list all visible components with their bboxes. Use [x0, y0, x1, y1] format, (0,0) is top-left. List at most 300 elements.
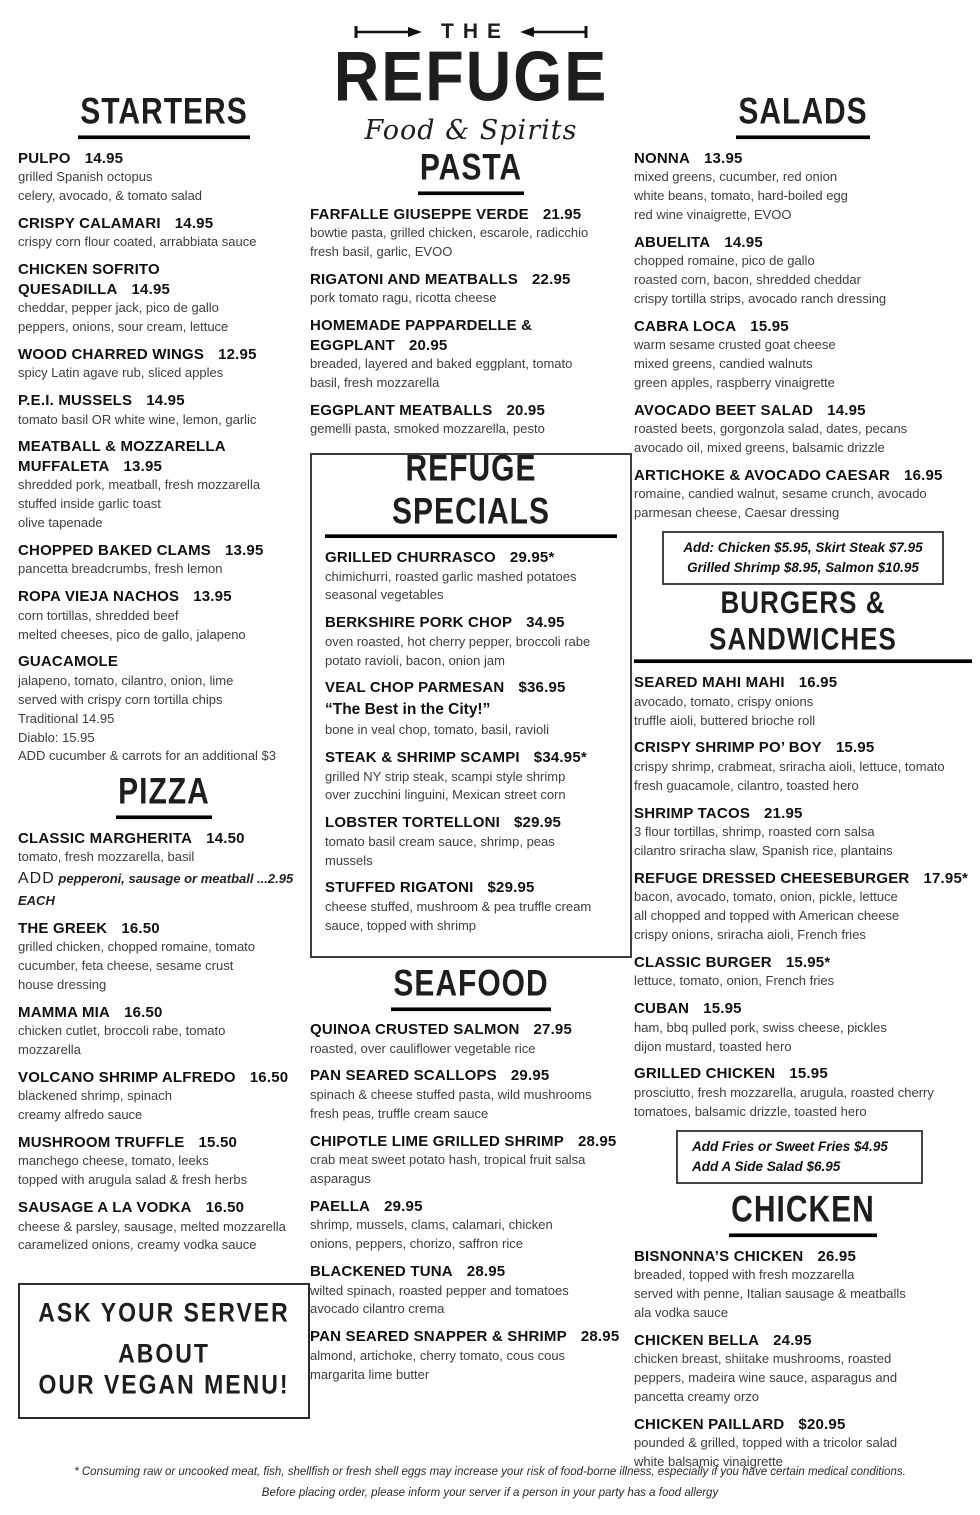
item-desc-line: crab meat sweet potato hash, tropical fruit salsa — [310, 1152, 586, 1168]
item-name: PAN SEARED SNAPPER & SHRIMP — [310, 1328, 567, 1346]
item-title-line — [18, 652, 310, 672]
menu-item — [310, 1327, 632, 1384]
item-price: 28.95 — [466, 1263, 506, 1280]
item-name: CLASSIC MARGHERITA — [18, 829, 193, 847]
menu-item — [634, 953, 972, 991]
item-desc-line: asparagus — [310, 1170, 371, 1186]
item-desc-line: melted cheeses, pico de gallo, jalapeno — [18, 626, 246, 642]
item-name: MUSHROOM TRUFFLE — [18, 1133, 185, 1151]
item-desc-line: Diablo: 15.95 — [18, 729, 95, 745]
item-price: $20.95 — [798, 1415, 846, 1433]
item-desc-line: green apples, raspberry vinaigrette — [634, 374, 835, 390]
menu-item — [634, 1064, 972, 1121]
item-price: 16.95 — [798, 674, 838, 692]
add-note-prefix: ADD — [18, 870, 55, 888]
item-title-line — [18, 919, 310, 939]
item-title-line — [325, 813, 617, 833]
item-title-line — [310, 1066, 632, 1086]
section-chicken — [634, 1189, 972, 1472]
menu-item — [18, 437, 310, 533]
menu-item — [634, 401, 972, 458]
item-desc-line: pancetta creamy orzo — [634, 1388, 760, 1404]
item-title-line — [18, 829, 310, 849]
item-desc-line: cucumber, feta cheese, sesame crust — [18, 957, 234, 973]
menu-item — [310, 205, 632, 262]
item-price: 28.95 — [577, 1132, 617, 1150]
item-name: HOMEMADE PAPPARDELLE & EGGPLANT — [310, 317, 533, 354]
item-name: CHICKEN PAILLARD — [634, 1415, 785, 1433]
menu-item — [634, 466, 972, 523]
item-name: ARTICHOKE & AVOCADO CAESAR — [634, 466, 891, 484]
item-title-line — [310, 1327, 632, 1347]
item-desc-line: roasted, over cauliflower vegetable rice — [310, 1040, 536, 1056]
item-desc-line: celery, avocado, & tomato salad — [18, 187, 203, 203]
item-title-line — [310, 316, 632, 355]
menu-item — [325, 678, 617, 740]
note-box — [662, 531, 944, 586]
menu-item — [325, 878, 617, 935]
menu-item — [18, 391, 310, 429]
item-desc-line: tomato, fresh mozzarella, basil — [18, 849, 195, 865]
item-name: CLASSIC BURGER — [634, 953, 772, 971]
menu-item — [634, 317, 972, 393]
section-starters — [18, 91, 310, 766]
menu-item — [634, 999, 972, 1056]
item-name: QUINOA CRUSTED SALMON — [310, 1021, 520, 1039]
item-desc-line: cilantro sriracha slaw, Spanish rice, plantains — [634, 842, 893, 858]
item-title-line — [18, 541, 310, 561]
item-desc-line: onions, peppers, chorizo, saffron rice — [310, 1236, 523, 1252]
item-title-line — [18, 1133, 310, 1153]
item-price: 16.50 — [205, 1199, 245, 1217]
item-title-line — [634, 1331, 972, 1351]
item-desc-line: house dressing — [18, 976, 107, 992]
item-title-line — [310, 401, 632, 421]
menu-item — [634, 1247, 972, 1323]
menu-item — [18, 829, 310, 911]
item-desc-line: all chopped and topped with American cheese — [634, 908, 900, 924]
item-desc-line: spinach & cheese stuffed pasta, wild mushrooms — [310, 1086, 592, 1102]
item-title-line — [634, 1415, 972, 1435]
item-price: 14.95 — [724, 233, 763, 251]
item-desc-line: mussels — [325, 852, 373, 868]
item-title-line — [18, 345, 310, 365]
item-desc-line: Traditional 14.95 — [18, 710, 115, 726]
item-price: 22.95 — [532, 270, 571, 288]
item-desc-line: tomato basil cream sauce, shrimp, peas — [325, 833, 555, 849]
item-name: STEAK & SHRIMP SCAMPI — [325, 749, 520, 767]
item-name: MEATBALL & MOZZARELLA MUFFALETA — [18, 438, 226, 475]
item-desc-line: served with penne, Italian sausage & meatballs — [634, 1285, 906, 1301]
section-pasta — [310, 147, 632, 439]
footer-line-1: * Consuming raw or uncooked meat, fish, shellfish or fresh shell eggs may increase your risk of food-borne illness, especially if you have certain medical conditions. — [74, 1466, 906, 1478]
column-left — [18, 91, 310, 1419]
item-title-line — [325, 878, 617, 898]
item-quote: “The Best in the City!” — [325, 700, 491, 718]
item-title-line — [634, 953, 972, 973]
section-title-text: SEAFOOD — [391, 963, 550, 1010]
item-desc-line: bowtie pasta, grilled chicken, escarole, radicchio — [310, 225, 589, 240]
item-name: BISNONNA’S CHICKEN — [634, 1247, 804, 1265]
item-desc-line: corn tortillas, shredded beef — [18, 607, 179, 623]
item-desc-line: warm sesame crusted goat cheese — [634, 337, 836, 353]
item-desc-line: cheese & parsley, sausage, melted mozzarella — [18, 1218, 286, 1234]
menu-item — [18, 541, 310, 579]
item-desc-line: pounded & grilled, topped with a tricolor salad — [634, 1435, 898, 1451]
item-name: SHRIMP TACOS — [634, 804, 751, 822]
item-name: LOBSTER TORTELLONI — [325, 814, 500, 832]
item-title-line — [634, 233, 972, 253]
item-desc-line: gemelli pasta, smoked mozzarella, pesto — [310, 421, 545, 437]
item-desc-line: avocado oil, mixed greens, balsamic drizzle — [634, 439, 885, 455]
item-name: WOOD CHARRED WINGS — [18, 345, 205, 363]
item-desc-line: white beans, tomato, hard-boiled egg — [634, 187, 848, 203]
menu-item — [310, 401, 632, 439]
menu-item — [18, 345, 310, 383]
item-price: 20.95 — [408, 336, 448, 354]
item-desc-line: chimichurri, roasted garlic mashed potatoes — [325, 568, 577, 584]
item-title-line — [310, 1132, 632, 1152]
menu-item — [18, 1003, 310, 1060]
menu-item — [310, 1066, 632, 1123]
section-title — [310, 147, 632, 195]
item-desc-line: chicken breast, shiitake mushrooms, roasted — [634, 1351, 892, 1367]
section-title-text: PASTA — [418, 148, 524, 195]
item-title-line — [310, 270, 632, 290]
item-title-line — [310, 205, 632, 225]
item-name: PULPO — [18, 149, 71, 167]
item-price: 16.50 — [124, 1003, 163, 1021]
item-desc-line: chicken cutlet, broccoli rabe, tomato — [18, 1023, 226, 1039]
item-title-line — [634, 401, 972, 421]
menu-item — [634, 149, 972, 225]
item-name: CRISPY CALAMARI — [18, 214, 161, 232]
item-price: 13.95 — [193, 588, 232, 606]
section-title-text: CHICKEN — [729, 1190, 877, 1237]
item-desc-line: over zucchini linguini, Mexican street corn — [325, 787, 566, 803]
item-title-line — [325, 548, 617, 568]
menu-item — [634, 233, 972, 309]
item-price: $29.95 — [514, 814, 562, 832]
item-price: 21.95 — [764, 804, 803, 822]
item-title-line — [634, 149, 972, 169]
item-price: 14.50 — [206, 829, 245, 847]
item-desc-line: roasted corn, bacon, shredded cheddar — [634, 271, 861, 287]
item-desc-line: grilled chicken, chopped romaine, tomato — [18, 939, 256, 955]
item-price: 29.95* — [509, 549, 555, 567]
item-title-line — [310, 1197, 632, 1217]
section-title-text: REFUGE SPECIALS — [325, 449, 617, 538]
item-name: BLACKENED TUNA — [310, 1263, 453, 1280]
item-title-line — [634, 466, 972, 486]
item-desc-line: breaded, topped with fresh mozzarella — [634, 1267, 855, 1283]
section-title-text: STARTERS — [78, 92, 249, 139]
footer-disclaimer — [0, 1462, 980, 1503]
item-desc-line: creamy alfredo sauce — [18, 1107, 143, 1123]
item-name: GRILLED CHICKEN — [634, 1065, 776, 1083]
item-price: 15.95 — [789, 1065, 828, 1083]
item-desc-line: tomatoes, balsamic drizzle, toasted hero — [634, 1103, 867, 1119]
item-title-line — [18, 1068, 310, 1088]
item-desc-line: 3 flour tortillas, shrimp, roasted corn salsa — [634, 824, 875, 840]
item-desc-line: crispy onions, sriracha aioli, French fries — [634, 927, 866, 942]
item-name: CHICKEN SOFRITO QUESADILLA — [18, 261, 160, 298]
item-desc-line: mixed greens, cucumber, red onion — [634, 169, 838, 184]
item-name: ABUELITA — [634, 233, 711, 251]
item-price: 15.50 — [198, 1133, 238, 1151]
item-price: 16.50 — [249, 1068, 289, 1086]
logo-tagline: Food & Spirits — [364, 115, 578, 146]
note-box — [676, 1130, 923, 1185]
item-desc-line: bone in veal chop, tomato, basil, ravioli — [325, 722, 550, 738]
section-burgers-sandwiches — [634, 584, 972, 1184]
menu-item — [634, 1331, 972, 1407]
item-name: PAN SEARED SCALLOPS — [310, 1067, 497, 1085]
item-desc-line: blackened shrimp, spinach — [18, 1088, 172, 1104]
item-price: 29.95 — [510, 1067, 550, 1085]
column-center — [310, 6, 632, 1398]
item-name: GRILLED CHURRASCO — [325, 549, 496, 567]
column-right — [634, 91, 972, 1486]
item-title-line — [18, 437, 310, 476]
item-desc-line: dijon mustard, toasted hero — [634, 1038, 792, 1054]
menu-item — [18, 1068, 310, 1125]
menu-item — [325, 748, 617, 805]
item-price: $29.95 — [487, 879, 535, 897]
item-name: CHIPOTLE LIME GRILLED SHRIMP — [310, 1132, 564, 1150]
item-price: 27.95 — [533, 1021, 573, 1039]
item-desc-line: tomato basil OR white wine, lemon, garlic — [18, 411, 257, 427]
item-title-line — [634, 999, 972, 1019]
item-title-line — [634, 804, 972, 824]
item-price: 14.95 — [131, 280, 171, 298]
item-name: GUACAMOLE — [18, 653, 119, 671]
menu-item — [310, 1132, 632, 1189]
menu-item — [634, 673, 972, 730]
item-price: 16.95 — [904, 466, 943, 484]
item-desc-line: olive tapenade — [18, 515, 103, 531]
section-title — [310, 963, 632, 1011]
item-name: FARFALLE GIUSEPPE VERDE — [310, 205, 529, 223]
logo-the: THE — [441, 20, 510, 43]
item-price: $36.95 — [518, 679, 566, 697]
item-desc-line: peppers, madeira wine sauce, asparagus and — [634, 1369, 898, 1385]
menu-item — [310, 1197, 632, 1254]
item-desc-line: bacon, avocado, tomato, onion, pickle, lettuce — [634, 889, 898, 905]
item-name: BERKSHIRE PORK CHOP — [325, 614, 513, 632]
section-salads — [634, 91, 972, 585]
item-desc-line: crispy tortilla strips, avocado ranch dressing — [634, 290, 887, 306]
menu-item — [18, 652, 310, 766]
menu-item — [18, 1133, 310, 1190]
item-desc-line: roasted beets, gorgonzola salad, dates, pecans — [634, 421, 908, 437]
item-name: STUFFED RIGATONI — [325, 879, 474, 897]
item-price: $34.95* — [533, 749, 587, 767]
item-title-line — [325, 613, 617, 633]
item-price: 24.95 — [773, 1331, 812, 1349]
item-name: CUBAN — [634, 1000, 690, 1018]
item-desc-line: seasonal vegetables — [325, 587, 444, 603]
item-desc-line: oven roasted, hot cherry pepper, broccoli rabe — [325, 633, 591, 649]
item-title-line — [325, 678, 617, 698]
menu-item — [18, 1198, 310, 1255]
item-price: 13.95 — [123, 457, 163, 475]
item-desc-line: topped with arugula salad & fresh herbs — [18, 1172, 248, 1188]
section-title-text: BURGERS & SANDWICHES — [634, 585, 972, 663]
item-name: CHOPPED BAKED CLAMS — [18, 541, 211, 559]
item-title-line — [634, 869, 972, 889]
item-title-line — [18, 1003, 310, 1023]
item-desc-line: basil, fresh mozzarella — [310, 374, 440, 390]
note-box-line: Grilled Shrimp $8.95, Salmon $10.95 — [687, 560, 919, 576]
menu-item — [18, 587, 310, 644]
item-name: CHICKEN BELLA — [634, 1331, 760, 1349]
menu-item — [325, 813, 617, 870]
section-title-text: PIZZA — [116, 772, 212, 819]
item-title-line — [634, 673, 972, 693]
item-title-line — [18, 391, 310, 411]
menu-item — [18, 214, 310, 252]
item-name: SAUSAGE A LA VODKA — [18, 1199, 192, 1217]
item-desc-line: crispy corn flour coated, arrabbiata sauce — [18, 234, 257, 250]
item-desc-line: parmesan cheese, Caesar dressing — [634, 505, 840, 521]
item-name: RIGATONI AND MEATBALLS — [310, 270, 518, 288]
logo-name — [310, 37, 632, 117]
section-title — [18, 91, 310, 139]
item-price: 26.95 — [817, 1247, 856, 1265]
menu-item — [18, 260, 310, 337]
item-desc-line: avocado, tomato, crispy onions — [634, 693, 814, 709]
item-desc-line: cheddar, pepper jack, pico de gallo — [18, 300, 219, 316]
note-box-line: Add Fries or Sweet Fries $4.95 — [692, 1138, 888, 1154]
menu-item — [310, 316, 632, 393]
restaurant-logo — [310, 20, 632, 146]
item-desc-line: margarita lime butter — [310, 1366, 430, 1382]
item-price: 15.95* — [785, 953, 831, 971]
note-box-line: Add A Side Salad $6.95 — [692, 1158, 841, 1174]
vegan-box-line — [24, 1367, 304, 1402]
section-pizza — [18, 771, 310, 1255]
item-title-line — [634, 738, 972, 758]
item-desc-line: red wine vinaigrette, EVOO — [634, 206, 792, 222]
item-name: NONNA — [634, 149, 690, 167]
item-name: VEAL CHOP PARMESAN — [325, 679, 505, 697]
item-title-line — [325, 748, 617, 768]
item-price: 28.95 — [580, 1328, 620, 1346]
section-title — [634, 91, 972, 139]
menu-item — [634, 738, 972, 795]
menu-item — [310, 1020, 632, 1058]
item-desc-line: stuffed inside garlic toast — [18, 496, 161, 512]
item-price: 12.95 — [218, 345, 257, 363]
menu-item — [18, 919, 310, 995]
item-title-line — [634, 1064, 972, 1084]
item-price: 29.95 — [384, 1197, 423, 1215]
item-desc-line: grilled Spanish octopus — [18, 169, 153, 184]
item-title-line — [18, 149, 310, 169]
logo-name-text: REFUGE — [333, 37, 609, 117]
item-price: 15.95 — [835, 739, 875, 757]
item-title-line — [634, 1247, 972, 1267]
item-desc-line: peppers, onions, sour cream, lettuce — [18, 318, 229, 334]
footer-line-2: Before placing order, please inform your server if a person in your party has a food allergy — [261, 1486, 719, 1499]
item-desc-line: prosciutto, fresh mozzarella, arugula, roasted cherry — [634, 1084, 934, 1100]
item-desc-line: pancetta breadcrumbs, fresh lemon — [18, 561, 223, 577]
item-price: 15.95 — [703, 1000, 742, 1018]
item-price: 14.95 — [84, 149, 124, 167]
item-desc-line: mozzarella — [18, 1041, 81, 1057]
item-desc-line: almond, artichoke, cherry tomato, cous cous — [310, 1347, 566, 1363]
vegan-menu-box — [18, 1283, 310, 1419]
item-desc-line: avocado cilantro crema — [310, 1301, 445, 1317]
section-title-text: SALADS — [736, 92, 869, 139]
item-desc-line: breaded, layered and baked eggplant, tomato — [310, 356, 573, 372]
item-desc-line: grilled NY strip steak, scampi style shrimp — [325, 768, 566, 784]
item-name: CRISPY SHRIMP PO’ BOY — [634, 739, 822, 757]
item-name: AVOCADO BEET SALAD — [634, 401, 814, 419]
item-desc-line: shrimp, mussels, clams, calamari, chicken — [310, 1217, 553, 1233]
item-desc-line: jalapeno, tomato, cilantro, onion, lime — [18, 672, 234, 688]
item-desc-line: fresh guacamole, cilantro, toasted hero — [634, 777, 859, 793]
item-desc-line: cheese stuffed, mushroom & pea truffle cream — [325, 898, 592, 914]
item-desc-line: crispy shrimp, crabmeat, sriracha aioli, lettuce, tomato — [634, 758, 945, 774]
vegan-box-text: OUR VEGAN MENU! — [38, 1368, 290, 1400]
item-desc-line: fresh basil, garlic, EVOO — [310, 243, 453, 259]
item-desc-line: potato ravioli, bacon, onion jam — [325, 652, 505, 668]
item-desc-line: spicy Latin agave rub, sliced apples — [18, 365, 224, 381]
item-desc-line: lettuce, tomato, onion, French fries — [634, 973, 835, 989]
item-price: 14.95 — [827, 401, 866, 419]
item-desc-line: caramelized onions, creamy vodka sauce — [18, 1237, 257, 1253]
item-name: EGGPLANT MEATBALLS — [310, 401, 493, 419]
item-desc-line: wilted spinach, roasted pepper and tomatoes — [310, 1282, 569, 1298]
section-seafood — [310, 963, 632, 1385]
item-desc-line: fresh peas, truffle cream sauce — [310, 1105, 489, 1121]
item-price: 16.50 — [121, 919, 160, 937]
item-price: 13.95 — [224, 541, 264, 559]
item-name: SEARED MAHI MAHI — [634, 674, 785, 692]
item-price: 14.95 — [174, 214, 214, 232]
item-name: PAELLA — [310, 1197, 371, 1215]
item-price: 34.95 — [526, 614, 565, 632]
item-title-line — [18, 587, 310, 607]
item-desc-line: manchego cheese, tomato, leeks — [18, 1153, 209, 1169]
item-price: 14.95 — [146, 392, 185, 410]
section-title — [634, 1189, 972, 1237]
menu-item — [310, 1262, 632, 1319]
item-name: REFUGE DRESSED CHEESEBURGER — [634, 869, 910, 887]
item-desc-line: served with crispy corn tortilla chips — [18, 691, 223, 707]
item-title-line — [18, 214, 310, 234]
menu-item — [634, 804, 972, 861]
vegan-box-text: ASK YOUR SERVER ABOUT — [38, 1296, 290, 1369]
item-desc-line: ham, bbq pulled pork, swiss cheese, pickles — [634, 1019, 887, 1035]
menu-item — [325, 613, 617, 670]
item-desc-line: ADD cucumber & carrots for an additional $3 — [18, 748, 276, 764]
item-price: 15.95 — [750, 317, 789, 335]
item-title-line — [18, 260, 310, 299]
item-price: 13.95 — [704, 149, 743, 167]
item-price: 17.95* — [923, 869, 969, 887]
section-title — [18, 771, 310, 819]
item-title-line — [18, 1198, 310, 1218]
item-desc-line: pork tomato ragu, ricotta cheese — [310, 290, 497, 306]
item-name: P.E.I. MUSSELS — [18, 392, 133, 410]
item-desc-line: chopped romaine, pico de gallo — [634, 253, 815, 269]
item-title-line — [634, 317, 972, 337]
item-desc-line: romaine, candied walnut, sesame crunch, avocado — [634, 486, 927, 502]
item-desc-line: sauce, topped with shrimp — [325, 917, 477, 933]
